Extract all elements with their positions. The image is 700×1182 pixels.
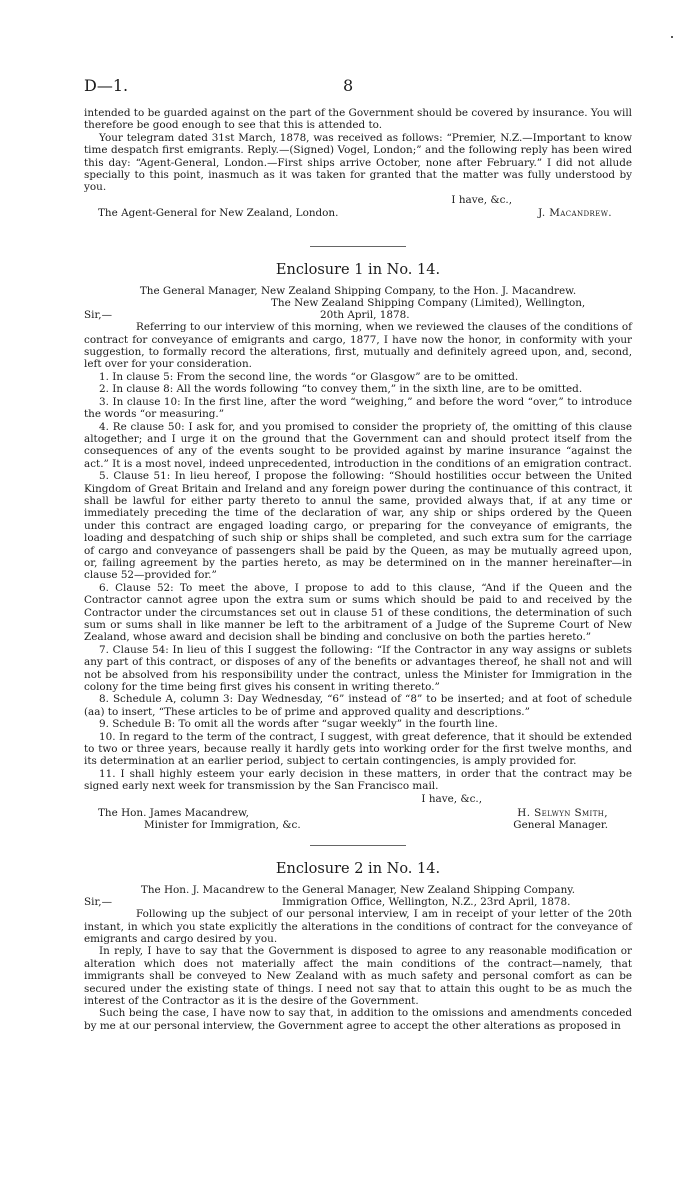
enclosure-2-paragraph: Such being the case, I have now to say that, in addition to the omissions and amendments conceded by me at our personal interview, the Government agree to accept the other alterations as proposed in [84,1007,632,1032]
enclosure-1-paragraph: Referring to our interview of this morning, when we reviewed the clauses of the conditions of contract for conveyance of emigrants and cargo, 1877, I have now the honor, in conformity with your suggestion, to formally record the alterations, first, mutually and definitely agreed upon, and, second, left over for your consideration. [84,321,632,371]
enclosure-1-address-line: The General Manager, New Zealand Shipping Company, to the Hon. J. Macandrew. [139,284,577,297]
enclosure-2-paragraph: Following up the subject of our personal interview, I am in receipt of your letter of the 20th instant, in which you state explicitly the alterations in the conditions of contract for the conveyance of emigrants and cargo desired by you. [84,908,632,945]
section-divider [310,845,406,846]
enclosure-1-paragraph: 7. Clause 54: In lieu of this I suggest the following: “If the Contractor in any way assigns or sublets any part of this contract, or disposes of any of the benefits or advantages thereof, he shall not and will not be absolved from his responsibility under the contract, unless the Minister for Immigration in the colony for the time being first gives his consent in writing thereto.” [84,643,632,694]
opening-paragraph-1: intended to be guarded against on the part of the Government should be covered by insurance. You will therefore be good enough to see that this is attended to. [84,107,632,132]
enclosure-1-paragraph: 4. Re clause 50: I ask for, and you promised to consider the propriety of, the omitting of this clause altogether; and I urge it on the ground that the Government can and should protect itself from the consequences of any of the events sought to be provided against by marine insurance “against the act.” It is a most novel, indeed unprecedented, introduction in the conditions of an emigration contract. [84,420,632,470]
enclosure-1-paragraph: 10. In regard to the term of the contract, I suggest, with great deference, that it should be extended to two or three years, because really it hardly gets into working order for the first twelve months, and its determination at an earlier period, subject to certain contingencies, is amply provided for. [84,730,632,768]
enclosure-1-place: The New Zealand Shipping Company (Limited), Wellington, [271,297,586,310]
opening-paragraph-2: Your telegram dated 31st March, 1878, was received as follows: “Premier, N.Z.—Important to know time despatch first emigrants. Reply.—(Signed) Vogel, London;” and the following reply has been wired this day: “Agent-General, London.—First ships arrive October, none after February.” I did not allude specially to this point, inasmuch as it was taken for granted that the matter was fully understood by you. [84,131,632,194]
enclosure-1-date: 20th April, 1878. [320,309,410,322]
signature: H. Selwyn Smith, [517,806,608,819]
enclosure-1-paragraph: 1. In clause 5: From the second line, the words “or Glasgow” are to be omitted. [99,370,519,383]
enclosure-1-paragraph: 3. In clause 10: In the first line, after the word “weighing,” and before the word “over,” to introduce the words “or measuring.” [84,395,632,421]
enclosure-1-paragraph: 2. In clause 8: All the words following “to convey them,” in the sixth line, are to be omitted. [99,383,583,396]
enclosure-1-paragraph: 8. Schedule A, column 3: Day Wednesday, “6” instead of “8” to be inserted; and at foot of schedule (aa) to insert, “These articles to be of prime and approved quality and descriptions.” [84,693,632,718]
addressee-title: Minister for Immigration, &c. [144,818,301,831]
closing-formula: I have, &c., [451,193,512,206]
signature-title: General Manager. [513,818,608,831]
closing-formula: I have, &c., [421,792,482,805]
margin-mark [671,36,673,38]
enclosure-2-address-line: The Hon. J. Macandrew to the General Manager, New Zealand Shipping Company. [140,883,576,896]
enclosure-1-paragraph: 11. I shall highly esteem your early decision in these matters, in order that the contract may be signed early next week for transmission by the San Francisco mail. [84,767,632,793]
addressee: The Hon. James Macandrew, [98,806,249,819]
enclosure-1-paragraph: 6. Clause 52: To meet the above, I propose to add to this clause, “And if the Queen and the Contractor cannot agree upon the extra sum or sums which should be paid to and received by the Contractor under the circumstances set out in clause 51 of these conditions, the determination of such sum or sums shall in like manner be left to the arbitrament of a Judge of the Supreme Court of New Zealand, whose award and decision shall be binding and conclusive on both the parties hereto.” [84,581,632,644]
signature: J. Macandrew. [538,206,612,219]
enclosure-1-paragraph: 9. Schedule B: To omit all the words after “sugar weekly” in the fourth line. [99,718,498,731]
enclosure-1-salutation: Sir,— [84,309,112,322]
enclosure-2-place-date: Immigration Office, Wellington, N.Z., 23rd April, 1878. [282,896,571,909]
enclosure-1-paragraph: 5. Clause 51: In lieu hereof, I propose the following: “Should hostilities occur between the United Kingdom of Great Britain and Ireland and any foreign power during the continuance of this contract, it shall be lawful for either party thereto to annul the same, provided always that, if at any time or immediately preceding the time of the declaration of war, any ship or ships ordered by the Queen under this contract are engaged loading cargo, or preparing for the conveyance of emigrants, the loading and despatching of such ship or ships shall be completed, and such extra sum for the carriage of cargo and conveyance of passengers shall be paid by the Queen, as may be mutually agreed upon, or, failing agreement by the parties hereto, as may be determined on in the manner hereinafter—in clause 52—provided for.” [84,470,632,582]
page-header [0,76,700,98]
addressee: The Agent-General for New Zealand, London. [98,206,339,219]
enclosure-1-title: Enclosure 1 in No. 14. [275,261,441,278]
document-code: D—1. [84,76,129,95]
opening-signature-block [84,194,632,220]
section-divider [310,246,406,247]
enclosure-2-paragraph: In reply, I have to say that the Government is disposed to agree to any reasonable modification or alteration which does not materially affect the main conditions of the contract—namely, that immigrants shall be conveyed to New Zealand with as much safety and personal comfort as can be secured under the existing state of things. I need not say that to attain this ought to be as much the interest of the Contractor as it is the desire of the Government. [84,945,632,1007]
enclosure-1-salutation-row [84,297,632,321]
page-body [84,107,632,1032]
enclosure-2-salutation: Sir,— [84,896,112,909]
enclosure-2-title: Enclosure 2 in No. 14. [275,860,441,877]
enclosure-2-salutation-row [84,896,632,908]
enclosure-1-signature-block [84,793,632,833]
page-number: 8 [343,76,354,95]
